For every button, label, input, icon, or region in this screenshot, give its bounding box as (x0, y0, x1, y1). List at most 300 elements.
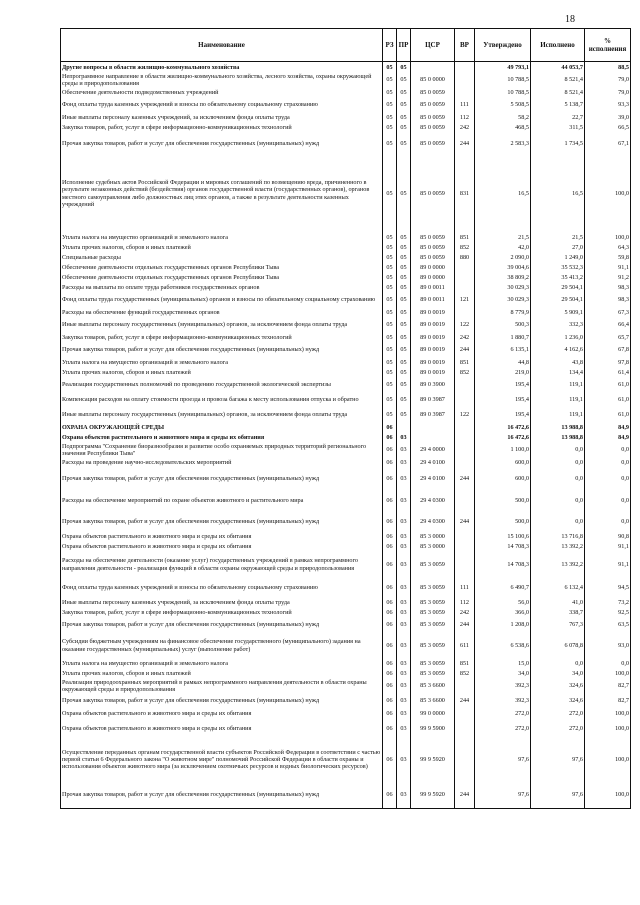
row-vr (455, 542, 475, 552)
row-name: Уплата прочих налогов, сборов и иных платежей (61, 368, 383, 378)
row-pr: 03 (397, 739, 411, 781)
row-rz: 05 (383, 113, 397, 123)
row-pr: 05 (397, 113, 411, 123)
row-pr: 03 (397, 552, 411, 578)
row-csr: 85 3 0059 (411, 598, 455, 608)
row-name: Уплата налога на имущество организаций и земельного налога (61, 358, 383, 368)
row-approved: 8 779,9 (475, 308, 531, 318)
row-name: Расходы на обеспечение функций государственных органов (61, 308, 383, 318)
table-row (61, 88, 631, 98)
row-rz: 05 (383, 333, 397, 343)
row-percent: 93,3 (585, 98, 631, 113)
row-rz: 06 (383, 512, 397, 532)
row-executed: 0,0 (531, 458, 585, 468)
row-executed: 119,1 (531, 408, 585, 423)
row-name: Осуществление переданных органам государственной власти субъектов Российской Федерации в соответствии с частью первой статьи 6 Федерального закона "О животном мире" полномочий Российской Федерации в области охраны и использования объектов животного мира (за исключением охотничьих ресурсов и водных биологических ресурсов) (61, 739, 383, 781)
row-approved: 15,0 (475, 659, 531, 669)
row-approved: 219,0 (475, 368, 531, 378)
row-executed: 5 138,7 (531, 98, 585, 113)
table-row (61, 113, 631, 123)
row-csr: 89 0 0019 (411, 358, 455, 368)
row-vr: 851 (455, 358, 475, 368)
table-row (61, 532, 631, 542)
row-executed: 0,0 (531, 659, 585, 669)
row-csr: 85 3 0059 (411, 669, 455, 679)
row-rz: 06 (383, 659, 397, 669)
row-pr: 03 (397, 468, 411, 490)
row-executed: 13 988,8 (531, 433, 585, 443)
row-rz: 06 (383, 633, 397, 659)
table-row (61, 123, 631, 133)
row-name: Иные выплаты персоналу государственных (муниципальных) органов, за исключением фонда оплаты труда (61, 408, 383, 423)
row-pr: 05 (397, 378, 411, 393)
row-percent: 84,9 (585, 423, 631, 433)
row-name: Охрана объектов растительного и животного мира и среды их обитания (61, 709, 383, 719)
row-vr: 244 (455, 343, 475, 358)
row-executed: 324,6 (531, 694, 585, 709)
row-approved: 500,0 (475, 490, 531, 512)
row-vr (455, 73, 475, 88)
row-pr: 03 (397, 694, 411, 709)
row-approved: 366,0 (475, 608, 531, 618)
table-row (61, 393, 631, 408)
row-executed: 16,5 (531, 155, 585, 233)
row-executed: 43,8 (531, 358, 585, 368)
row-csr (411, 433, 455, 443)
row-csr: 29 4 0300 (411, 490, 455, 512)
row-vr (455, 62, 475, 73)
row-csr: 85 0 0059 (411, 233, 455, 243)
row-pr: 05 (397, 133, 411, 155)
row-pr: 05 (397, 123, 411, 133)
row-executed: 35 413,2 (531, 273, 585, 283)
row-name: Реализация природоохранных мероприятий в рамках непрограммного направления деятельности в области охраны окружающей среды и природопользования (61, 679, 383, 694)
row-name: Расходы на обеспечение деятельности (оказание услуг) государственных учреждений в рамках непрограммного направления деятельности - реализация функций в области охраны окружающей среды и природопользования (61, 552, 383, 578)
row-csr: 29 4 0000 (411, 443, 455, 458)
row-csr: 85 0 0000 (411, 73, 455, 88)
row-pr: 05 (397, 343, 411, 358)
row-percent: 63,5 (585, 618, 631, 633)
row-approved: 6 538,6 (475, 633, 531, 659)
row-name: Исполнение судебных актов Российской Федерации и мировых соглашений по возмещению вреда, причиненного в результате незаконных действий (бездействия) органов государственной власти (государственных органов), органов местного самоуправления либо должностных лиц этих органов, а также в результате деятельности казенных учреждений (61, 155, 383, 233)
row-csr: 89 0 0000 (411, 273, 455, 283)
row-percent: 0,0 (585, 512, 631, 532)
row-executed: 13 392,2 (531, 542, 585, 552)
row-name: Расходы на выплаты по оплате труда работников государственных органов (61, 283, 383, 293)
row-rz: 05 (383, 408, 397, 423)
row-pr: 05 (397, 155, 411, 233)
row-csr: 99 9 5900 (411, 719, 455, 739)
row-vr: 851 (455, 659, 475, 669)
row-percent: 61,0 (585, 378, 631, 393)
row-csr (411, 62, 455, 73)
row-rz: 05 (383, 73, 397, 88)
table-row (61, 263, 631, 273)
row-name: Прочая закупка товаров, работ и услуг для обеспечения государственных (муниципальных) нужд (61, 133, 383, 155)
row-csr: 85 0 0059 (411, 123, 455, 133)
row-percent: 100,0 (585, 739, 631, 781)
row-approved: 272,0 (475, 709, 531, 719)
row-pr: 03 (397, 781, 411, 809)
table-row (61, 368, 631, 378)
row-rz: 06 (383, 739, 397, 781)
row-name: Иные выплаты персоналу казенных учреждений, за исключением фонда оплаты труда (61, 113, 383, 123)
table-row (61, 308, 631, 318)
row-csr: 89 0 3900 (411, 378, 455, 393)
row-approved: 16 472,6 (475, 423, 531, 433)
row-csr: 89 0 0019 (411, 318, 455, 333)
row-rz: 05 (383, 393, 397, 408)
table-row (61, 378, 631, 393)
row-vr (455, 273, 475, 283)
row-csr: 85 3 6600 (411, 679, 455, 694)
row-rz: 06 (383, 669, 397, 679)
row-pr: 05 (397, 318, 411, 333)
row-approved: 56,0 (475, 598, 531, 608)
row-vr: 611 (455, 633, 475, 659)
row-pr: 03 (397, 578, 411, 598)
row-name: Иные выплаты персоналу казенных учреждений, за исключением фонда оплаты труда (61, 598, 383, 608)
row-percent: 82,7 (585, 694, 631, 709)
row-percent: 100,0 (585, 233, 631, 243)
table-row (61, 133, 631, 155)
row-csr: 85 3 0000 (411, 542, 455, 552)
row-rz: 05 (383, 253, 397, 263)
column-header-executed: Исполнено (531, 29, 585, 62)
row-csr: 85 3 0059 (411, 552, 455, 578)
row-vr: 122 (455, 408, 475, 423)
table-row (61, 578, 631, 598)
row-vr: 244 (455, 694, 475, 709)
row-csr: 85 0 0059 (411, 243, 455, 253)
row-name: Реализация государственных полномочий по проведению государственной экологической экспертизы (61, 378, 383, 393)
row-csr: 89 0 0019 (411, 368, 455, 378)
row-approved: 1 880,7 (475, 333, 531, 343)
row-executed: 767,3 (531, 618, 585, 633)
row-vr (455, 739, 475, 781)
row-pr: 03 (397, 669, 411, 679)
row-vr (455, 709, 475, 719)
row-vr: 242 (455, 333, 475, 343)
row-approved: 5 508,5 (475, 98, 531, 113)
row-executed: 332,3 (531, 318, 585, 333)
row-vr: 112 (455, 113, 475, 123)
row-executed: 119,1 (531, 393, 585, 408)
column-header-vr: ВР (455, 29, 475, 62)
table-row (61, 318, 631, 333)
table-row (61, 73, 631, 88)
row-vr (455, 552, 475, 578)
row-csr: 89 0 3987 (411, 393, 455, 408)
row-name: Фонд оплаты труда государственных (муниципальных) органов и взносы по обязательному социальному страхованию (61, 293, 383, 308)
row-vr: 831 (455, 155, 475, 233)
row-csr: 89 0 0019 (411, 343, 455, 358)
row-csr (411, 423, 455, 433)
row-pr: 03 (397, 659, 411, 669)
row-percent: 79,0 (585, 73, 631, 88)
table-row (61, 273, 631, 283)
row-rz: 06 (383, 468, 397, 490)
row-executed: 311,5 (531, 123, 585, 133)
row-pr: 03 (397, 598, 411, 608)
row-rz: 06 (383, 608, 397, 618)
row-vr (455, 308, 475, 318)
row-name: Прочая закупка товаров, работ и услуг для обеспечения государственных (муниципальных) нужд (61, 781, 383, 809)
row-csr: 29 4 0100 (411, 458, 455, 468)
row-pr: 05 (397, 233, 411, 243)
row-executed: 6 132,4 (531, 578, 585, 598)
row-name: Расходы на обеспечение мероприятий по охране объектов животного и растительного мира (61, 490, 383, 512)
row-csr: 85 3 0059 (411, 578, 455, 598)
row-csr: 99 9 5920 (411, 781, 455, 809)
row-pr: 03 (397, 458, 411, 468)
budget-execution-table (60, 28, 631, 809)
row-rz: 05 (383, 343, 397, 358)
row-csr: 89 0 0011 (411, 283, 455, 293)
row-percent: 90,8 (585, 532, 631, 542)
row-csr: 85 0 0059 (411, 98, 455, 113)
row-percent: 84,9 (585, 433, 631, 443)
row-pr: 05 (397, 253, 411, 263)
row-rz: 06 (383, 552, 397, 578)
table-row (61, 719, 631, 739)
column-header-percent: % исполнения (585, 29, 631, 62)
row-percent: 67,1 (585, 133, 631, 155)
table-row (61, 694, 631, 709)
table-row (61, 358, 631, 368)
table-row (61, 458, 631, 468)
row-percent: 67,8 (585, 343, 631, 358)
table-row (61, 739, 631, 781)
row-approved: 44,8 (475, 358, 531, 368)
table-row (61, 490, 631, 512)
row-approved: 600,0 (475, 458, 531, 468)
row-executed: 41,0 (531, 598, 585, 608)
row-pr: 03 (397, 542, 411, 552)
table-row (61, 709, 631, 719)
row-pr: 03 (397, 709, 411, 719)
row-pr: 03 (397, 532, 411, 542)
row-percent: 64,3 (585, 243, 631, 253)
row-approved: 58,2 (475, 113, 531, 123)
row-rz: 06 (383, 694, 397, 709)
table-row (61, 243, 631, 253)
row-executed: 8 521,4 (531, 73, 585, 88)
row-pr: 03 (397, 719, 411, 739)
row-csr: 99 0 0000 (411, 709, 455, 719)
row-name: Закупка товаров, работ, услуг в сфере информационно-коммуникационных технологий (61, 333, 383, 343)
row-vr (455, 433, 475, 443)
row-percent: 0,0 (585, 490, 631, 512)
row-name: Фонд оплаты труда казенных учреждений и взносы по обязательному социальному страхованию (61, 578, 383, 598)
table-row (61, 598, 631, 608)
row-approved: 14 708,3 (475, 552, 531, 578)
row-percent: 65,7 (585, 333, 631, 343)
row-executed: 1 236,0 (531, 333, 585, 343)
row-approved: 14 708,3 (475, 542, 531, 552)
row-approved: 2 090,0 (475, 253, 531, 263)
row-executed: 1 734,5 (531, 133, 585, 155)
row-rz: 05 (383, 243, 397, 253)
row-vr: 244 (455, 468, 475, 490)
row-vr (455, 283, 475, 293)
row-rz: 06 (383, 781, 397, 809)
row-vr: 244 (455, 512, 475, 532)
row-rz: 05 (383, 155, 397, 233)
row-percent: 61,0 (585, 393, 631, 408)
table-row (61, 633, 631, 659)
row-pr: 03 (397, 618, 411, 633)
row-percent: 79,0 (585, 88, 631, 98)
row-percent: 0,0 (585, 659, 631, 669)
row-pr (397, 423, 411, 433)
row-percent: 92,5 (585, 608, 631, 618)
row-executed: 97,6 (531, 739, 585, 781)
row-executed: 44 053,7 (531, 62, 585, 73)
row-pr: 05 (397, 243, 411, 253)
row-approved: 16,5 (475, 155, 531, 233)
row-name: Охрана объектов растительного и животного мира и среды их обитания (61, 433, 383, 443)
row-percent: 59,8 (585, 253, 631, 263)
row-name: Закупка товаров, работ, услуг в сфере информационно-коммуникационных технологий (61, 123, 383, 133)
table-row (61, 408, 631, 423)
row-percent: 66,5 (585, 123, 631, 133)
row-executed: 13 392,2 (531, 552, 585, 578)
row-executed: 5 909,1 (531, 308, 585, 318)
row-rz: 06 (383, 542, 397, 552)
row-rz: 05 (383, 62, 397, 73)
row-approved: 39 004,6 (475, 263, 531, 273)
row-executed: 338,7 (531, 608, 585, 618)
row-vr (455, 378, 475, 393)
row-vr: 111 (455, 98, 475, 113)
table-row (61, 781, 631, 809)
row-pr: 05 (397, 88, 411, 98)
row-approved: 16 472,6 (475, 433, 531, 443)
row-approved: 1 208,0 (475, 618, 531, 633)
row-approved: 195,4 (475, 378, 531, 393)
row-csr: 89 0 0000 (411, 263, 455, 273)
row-vr (455, 393, 475, 408)
row-rz: 06 (383, 618, 397, 633)
row-approved: 10 788,5 (475, 73, 531, 88)
row-percent: 73,2 (585, 598, 631, 608)
row-vr: 242 (455, 123, 475, 133)
row-percent: 67,3 (585, 308, 631, 318)
row-pr: 05 (397, 333, 411, 343)
row-vr (455, 423, 475, 433)
row-approved: 272,0 (475, 719, 531, 739)
row-pr: 05 (397, 308, 411, 318)
row-csr: 85 0 0059 (411, 253, 455, 263)
row-approved: 392,3 (475, 679, 531, 694)
row-vr (455, 719, 475, 739)
row-pr: 05 (397, 408, 411, 423)
row-approved: 6 135,1 (475, 343, 531, 358)
row-pr: 03 (397, 490, 411, 512)
row-percent: 98,3 (585, 293, 631, 308)
row-approved: 500,0 (475, 512, 531, 532)
row-rz: 05 (383, 358, 397, 368)
row-percent: 100,0 (585, 155, 631, 233)
row-percent: 0,0 (585, 443, 631, 458)
row-name: Прочая закупка товаров, работ и услуг для обеспечения государственных (муниципальных) нужд (61, 468, 383, 490)
row-csr: 85 3 6600 (411, 694, 455, 709)
row-vr: 242 (455, 608, 475, 618)
row-executed: 0,0 (531, 490, 585, 512)
row-name: Другие вопросы в области жилищно-коммунального хозяйства (61, 62, 383, 73)
row-pr: 03 (397, 608, 411, 618)
table-row (61, 669, 631, 679)
row-name: Специальные расходы (61, 253, 383, 263)
row-rz: 06 (383, 719, 397, 739)
table-row (61, 433, 631, 443)
row-approved: 34,0 (475, 669, 531, 679)
table-row (61, 98, 631, 113)
row-percent: 0,0 (585, 458, 631, 468)
row-name: Непрограммное направление в области жилищно-коммунального хозяйства, лесного хозяйства, охраны окружающей среды и природопользования (61, 73, 383, 88)
row-vr: 852 (455, 368, 475, 378)
table-row (61, 423, 631, 433)
row-name: Субсидии бюджетным учреждениям на финансовое обеспечение государственного (муниципального) задания на оказание государственных (муниципальных) услуг (выполнение работ) (61, 633, 383, 659)
row-rz: 05 (383, 378, 397, 393)
row-percent: 94,5 (585, 578, 631, 598)
row-approved: 195,4 (475, 393, 531, 408)
table-row (61, 155, 631, 233)
row-executed: 0,0 (531, 512, 585, 532)
row-executed: 35 532,3 (531, 263, 585, 273)
row-executed: 1 249,0 (531, 253, 585, 263)
row-pr: 03 (397, 443, 411, 458)
table-body (61, 62, 631, 809)
row-percent: 91,1 (585, 263, 631, 273)
row-vr: 852 (455, 243, 475, 253)
table-row (61, 552, 631, 578)
row-name: Прочая закупка товаров, работ и услуг для обеспечения государственных (муниципальных) нужд (61, 512, 383, 532)
row-name: Обеспечение деятельности подведомственных учреждений (61, 88, 383, 98)
row-vr: 851 (455, 233, 475, 243)
row-pr: 05 (397, 263, 411, 273)
row-rz: 05 (383, 263, 397, 273)
row-executed: 324,6 (531, 679, 585, 694)
table-header-row (61, 29, 631, 62)
row-name: ОХРАНА ОКРУЖАЮЩЕЙ СРЕДЫ (61, 423, 383, 433)
row-approved: 10 788,5 (475, 88, 531, 98)
row-name: Уплата прочих налогов, сборов и иных платежей (61, 669, 383, 679)
row-name: Прочая закупка товаров, работ и услуг для обеспечения государственных (муниципальных) нужд (61, 343, 383, 358)
row-csr: 89 0 0011 (411, 293, 455, 308)
row-rz: 05 (383, 293, 397, 308)
row-csr: 89 0 3987 (411, 408, 455, 423)
row-vr (455, 263, 475, 273)
row-csr: 99 9 5920 (411, 739, 455, 781)
row-percent: 91,2 (585, 273, 631, 283)
row-vr (455, 679, 475, 694)
row-approved: 6 490,7 (475, 578, 531, 598)
row-rz: 05 (383, 133, 397, 155)
row-executed: 29 504,1 (531, 293, 585, 308)
row-percent: 100,0 (585, 669, 631, 679)
row-name: Уплата налога на имущество организаций и земельного налога (61, 233, 383, 243)
row-name: Расходы на проведение научно-исследовательских мероприятий (61, 458, 383, 468)
column-header-pr: ПР (397, 29, 411, 62)
row-executed: 13 716,8 (531, 532, 585, 542)
row-approved: 97,6 (475, 781, 531, 809)
row-percent: 66,4 (585, 318, 631, 333)
row-vr: 111 (455, 578, 475, 598)
row-name: Охрана объектов растительного и животного мира и среды их обитания (61, 542, 383, 552)
row-approved: 468,5 (475, 123, 531, 133)
